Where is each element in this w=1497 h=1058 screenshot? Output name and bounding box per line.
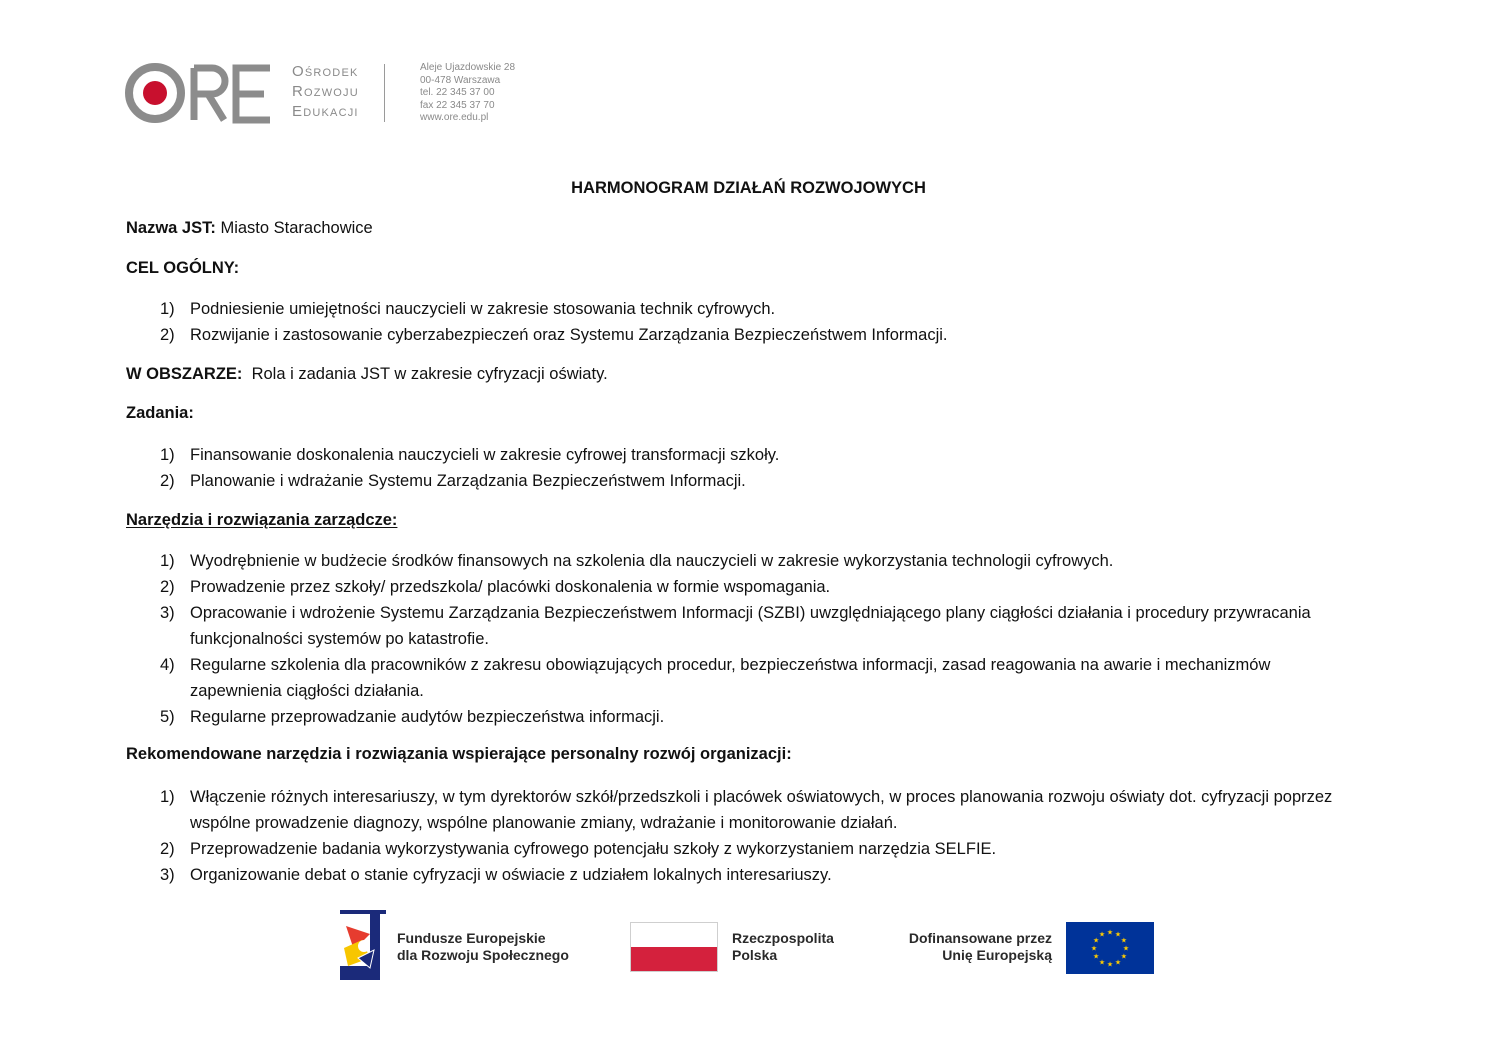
list-item <box>126 652 1360 704</box>
tools-heading <box>126 511 397 530</box>
address-line: www.ore.edu.pl <box>420 112 489 123</box>
recommended-list <box>126 784 1360 888</box>
address-line: Aleje Ujazdowskie 28 <box>420 62 516 73</box>
list-item <box>126 548 1360 574</box>
fe-text-line: dla Rozwoju Społecznego <box>397 947 569 963</box>
list-number: 3) <box>160 604 175 622</box>
org-name <box>292 62 359 122</box>
area-label: W OBSZARZE: <box>126 365 243 383</box>
page-header <box>124 58 544 128</box>
list-text: Planowanie i wdrażanie Systemu Zarządzania Bezpieczeństwem Informacji. <box>190 472 746 490</box>
address-line: 00-478 Warszawa <box>420 74 501 86</box>
list-number: 1) <box>160 552 175 570</box>
list-number: 1) <box>160 300 175 318</box>
eu-star-icon: ★ <box>1106 929 1114 937</box>
list-item <box>126 574 1360 600</box>
list-text: Regularne przeprowadzanie audytów bezpieczeństwa informacji. <box>190 708 665 726</box>
list-text: Rozwijanie i zastosowanie cyberzabezpieczeń oraz Systemu Zarządzania Bezpieczeństwem Informacji. <box>190 326 948 344</box>
eu-star-icon: ★ <box>1120 953 1127 961</box>
eu-star-icon: ★ <box>1114 931 1122 939</box>
tools-heading-text: Narzędzia i rozwiązania zarządcze: <box>126 511 398 529</box>
eu-star-icon: ★ <box>1122 945 1130 953</box>
jst-line <box>126 219 373 238</box>
list-text: Opracowanie i wdrożenie Systemu Zarządzania Bezpieczeństwem Informacji (SZBI) uwzględniającego plany ciągłości działania i procedury przywracania funkcjonalności systemów po katastrofie. <box>190 604 1311 648</box>
eu-flag-icon <box>1066 922 1154 974</box>
list-item <box>126 442 1360 468</box>
goal-heading <box>126 259 239 278</box>
eu-text-line: Unię Europejską <box>942 947 1052 963</box>
org-name-line: Edukacji <box>292 103 359 120</box>
eu-star-icon: ★ <box>1098 931 1106 939</box>
list-text: Organizowanie debat o stanie cyfryzacji w oświacie z udziałem lokalnych interesariuszy. <box>190 866 832 884</box>
eu-cofinancing-text <box>868 930 1052 964</box>
tasks-heading <box>126 404 194 423</box>
org-name-line: Ośrodek <box>292 63 359 80</box>
fe-text-line: Fundusze Europejskie <box>397 930 546 946</box>
recommended-heading-text: Rekomendowane narzędzia i rozwiązania wspierające personalny rozwój organizacji: <box>126 745 792 763</box>
goal-heading-text: CEL OGÓLNY: <box>126 259 240 277</box>
list-number: 4) <box>160 656 175 674</box>
goals-list <box>126 296 1360 348</box>
list-item <box>126 836 1360 862</box>
eu-star-icon: ★ <box>1120 937 1127 945</box>
org-name-line: Rozwoju <box>292 83 359 100</box>
eu-star-icon: ★ <box>1098 959 1106 967</box>
list-number: 2) <box>160 472 175 490</box>
pl-text-line: Rzeczpospolita <box>732 930 834 946</box>
list-item <box>126 468 1360 494</box>
european-funds-logo-icon <box>340 910 386 980</box>
jst-value: Miasto Starachowice <box>220 219 373 237</box>
address-line: tel. 22 345 37 00 <box>420 87 495 98</box>
list-text: Finansowanie doskonalenia nauczycieli w zakresie cyfrowej transformacji szkoły. <box>190 446 780 464</box>
address-line: fax 22 345 37 70 <box>420 99 495 111</box>
jst-label: Nazwa JST: <box>126 219 216 237</box>
european-funds-text <box>397 930 569 964</box>
list-text: Wyodrębnienie w budżecie środków finansowych na szkolenia dla nauczycieli w zakresie wykorzystania technologii cyfrowych. <box>190 552 1114 570</box>
eu-star-icon: ★ <box>1090 945 1098 953</box>
org-address <box>420 62 515 125</box>
list-item <box>126 784 1360 836</box>
list-item <box>126 704 1360 730</box>
eu-text-line: Dofinansowane przez <box>908 930 1052 946</box>
ore-logo-icon <box>124 62 274 124</box>
list-text: Włączenie różnych interesariuszy, w tym dyrektorów szkół/przedszkoli i placówek oświatowych, w proces planowania rozwoju oświaty dot. cyfryzacji poprzez wspólne prowadzenie diagnozy, wspólne planowanie zmiany, wdrażanie i monitorowanie działań. <box>190 788 1333 832</box>
eu-star-icon: ★ <box>1093 937 1100 945</box>
tools-list <box>126 548 1360 730</box>
list-item <box>126 296 1360 322</box>
funding-footer <box>0 908 1497 983</box>
list-number: 1) <box>160 788 175 806</box>
list-number: 3) <box>160 866 175 884</box>
list-number: 2) <box>160 840 175 858</box>
document-title: HARMONOGRAM DZIAŁAŃ ROZWOJOWYCH <box>571 179 926 197</box>
header-divider <box>384 64 385 122</box>
polish-flag-icon <box>630 922 718 972</box>
eu-star-icon: ★ <box>1106 961 1114 969</box>
list-text: Regularne szkolenia dla pracowników z zakresu obowiązujących procedur, bezpieczeństwa informacji, zasad reagowania na awarie i mechanizmów zapewnienia ciągłości działania. <box>190 656 1271 700</box>
eu-star-icon: ★ <box>1114 959 1122 967</box>
list-item <box>126 322 1360 348</box>
area-line <box>126 365 608 384</box>
list-number: 2) <box>160 326 175 344</box>
list-text: Podniesienie umiejętności nauczycieli w zakresie stosowania technik cyfrowych. <box>190 300 776 318</box>
pl-text-line: Polska <box>732 947 778 963</box>
list-text: Przeprowadzenie badania wykorzystywania cyfrowego potencjału szkoły z wykorzystaniem narzędzia SELFIE. <box>190 840 997 858</box>
area-value: Rola i zadania JST w zakresie cyfryzacji oświaty. <box>251 365 608 383</box>
list-number: 2) <box>160 578 175 596</box>
list-item <box>126 600 1360 652</box>
eu-star-icon: ★ <box>1093 953 1100 961</box>
list-text: Prowadzenie przez szkoły/ przedszkola/ placówki doskonalenia w formie wspomagania. <box>190 578 831 596</box>
recommended-heading <box>126 745 792 764</box>
list-number: 5) <box>160 708 175 726</box>
list-number: 1) <box>160 446 175 464</box>
tasks-list <box>126 442 1360 494</box>
polish-republic-text <box>732 930 834 964</box>
list-item <box>126 862 1360 888</box>
tasks-heading-text: Zadania: <box>126 404 194 422</box>
